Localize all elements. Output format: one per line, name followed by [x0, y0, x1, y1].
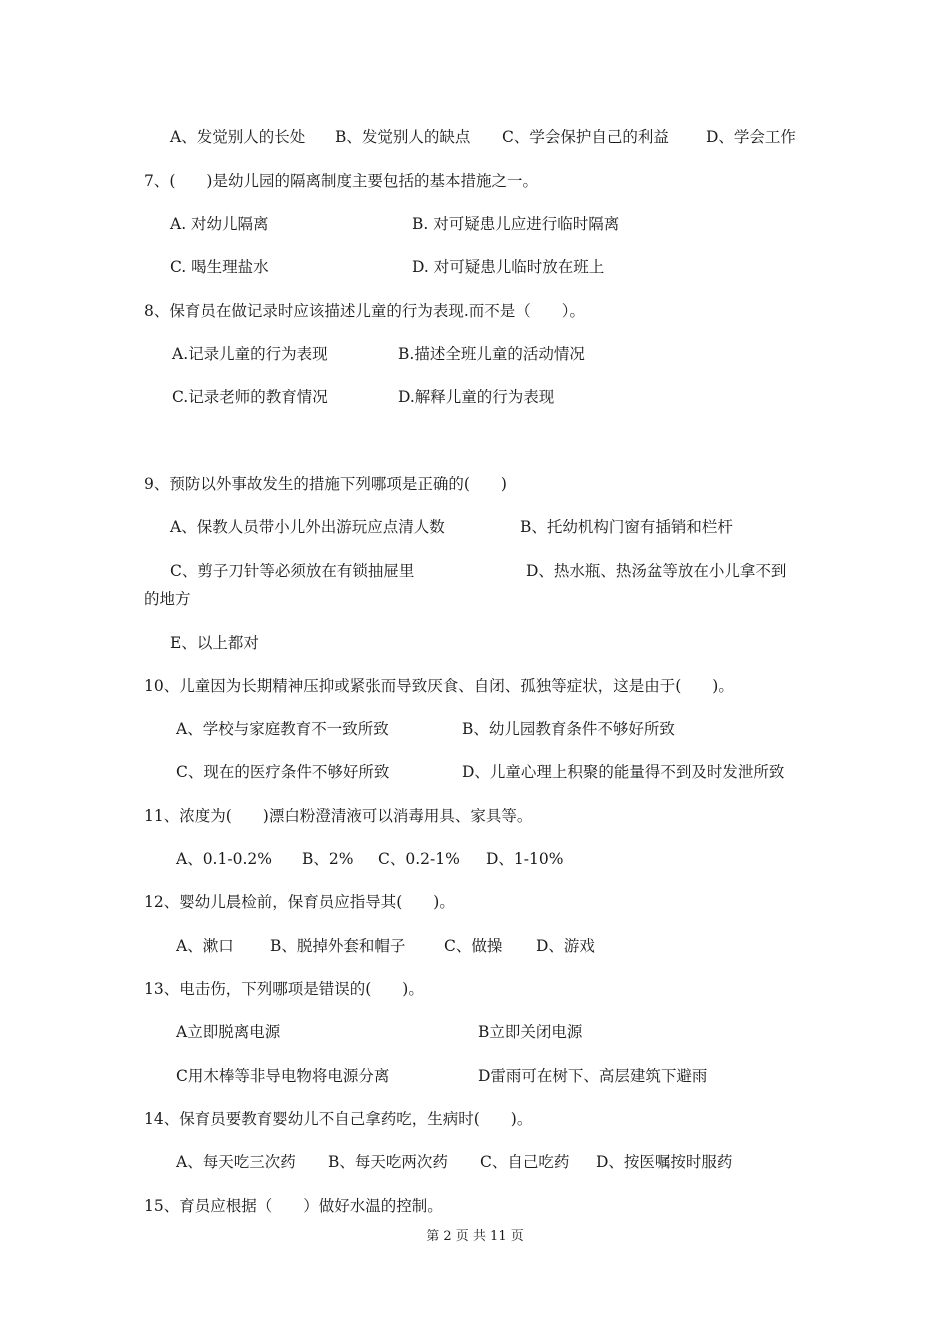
- q10-option-b: B、幼儿园教育条件不够好所致: [462, 720, 675, 738]
- q11-option-b: B、2%: [302, 850, 354, 868]
- page-number-footer: 第 2 页 共 11 页: [426, 1229, 524, 1244]
- q7-option-d: D. 对可疑患儿临时放在班上: [412, 258, 605, 276]
- q13-option-a: A立即脱离电源: [176, 1023, 281, 1041]
- q7-stem: 7、( )是幼儿园的隔离制度主要包括的基本措施之一。: [144, 172, 538, 190]
- q12-stem: 12、婴幼儿晨检前，保育员应指导其( )。: [144, 893, 455, 911]
- q6-option-b: B、发觉别人的缺点: [335, 128, 471, 146]
- q13-option-c: C用木棒等非导电物将电源分离: [176, 1067, 390, 1085]
- q12-option-d: D、游戏: [536, 937, 595, 955]
- q6-option-c: C、学会保护自己的利益: [502, 128, 669, 146]
- q8-option-b: B.描述全班儿童的活动情况: [398, 345, 585, 363]
- q6-option-a: A、发觉别人的长处: [170, 128, 306, 146]
- q10-option-a: A、学校与家庭教育不一致所致: [176, 720, 389, 738]
- q9-stem: 9、预防以外事故发生的措施下列哪项是正确的( ): [144, 475, 507, 493]
- q13-option-b: B立即关闭电源: [478, 1023, 583, 1041]
- q9-option-c: C、剪子刀针等必须放在有锁抽屉里: [170, 562, 415, 580]
- q12-option-c: C、做操: [444, 937, 503, 955]
- q15-stem: 15、育员应根据（ ）做好水温的控制。: [144, 1197, 443, 1215]
- q8-stem: 8、保育员在做记录时应该描述儿童的行为表现.而不是（ ）。: [144, 302, 586, 320]
- q11-option-a: A、0.1-0.2%: [176, 850, 272, 868]
- q14-stem: 14、保育员要教育婴幼儿不自己拿药吃，生病时( )。: [144, 1110, 533, 1128]
- q11-option-c: C、0.2-1%: [378, 850, 460, 868]
- q13-option-d: D雷雨可在树下、高层建筑下避雨: [478, 1067, 708, 1085]
- q10-option-d: D、儿童心理上积聚的能量得不到及时发泄所致: [462, 763, 785, 781]
- q11-option-d: D、1-10%: [486, 850, 564, 868]
- q12-option-a: A、漱口: [176, 937, 234, 955]
- q9-option-e: E、以上都对: [170, 634, 259, 652]
- q10-stem: 10、儿童因为长期精神压抑或紧张而导致厌食、自闭、孤独等症状，这是由于( )。: [144, 677, 734, 695]
- q14-option-c: C、自己吃药: [480, 1153, 570, 1171]
- q6-option-d: D、学会工作: [706, 128, 796, 146]
- q14-option-b: B、每天吃两次药: [328, 1153, 448, 1171]
- q14-option-a: A、每天吃三次药: [176, 1153, 296, 1171]
- q7-option-a: A. 对幼儿隔离: [170, 215, 269, 233]
- q7-option-b: B. 对可疑患儿应进行临时隔离: [412, 215, 620, 233]
- q9-option-d-continued: 的地方: [144, 590, 191, 608]
- q8-option-d: D.解释儿童的行为表现: [398, 388, 555, 406]
- q9-option-a: A、保教人员带小儿外出游玩应点清人数: [170, 518, 445, 536]
- q9-option-d: D、热水瓶、热汤盆等放在小儿拿不到: [526, 562, 787, 580]
- q12-option-b: B、脱掉外套和帽子: [270, 937, 406, 955]
- q8-option-c: C.记录老师的教育情况: [172, 388, 328, 406]
- q7-option-c: C. 喝生理盐水: [170, 258, 269, 276]
- q9-option-b: B、托幼机构门窗有插销和栏杆: [520, 518, 733, 536]
- q14-option-d: D、按医嘱按时服药: [596, 1153, 733, 1171]
- q10-option-c: C、现在的医疗条件不够好所致: [176, 763, 390, 781]
- q13-stem: 13、电击伤，下列哪项是错误的( )。: [144, 980, 424, 998]
- q8-option-a: A.记录儿童的行为表现: [172, 345, 328, 363]
- q11-stem: 11、浓度为( )漂白粉澄清液可以消毒用具、家具等。: [144, 807, 533, 825]
